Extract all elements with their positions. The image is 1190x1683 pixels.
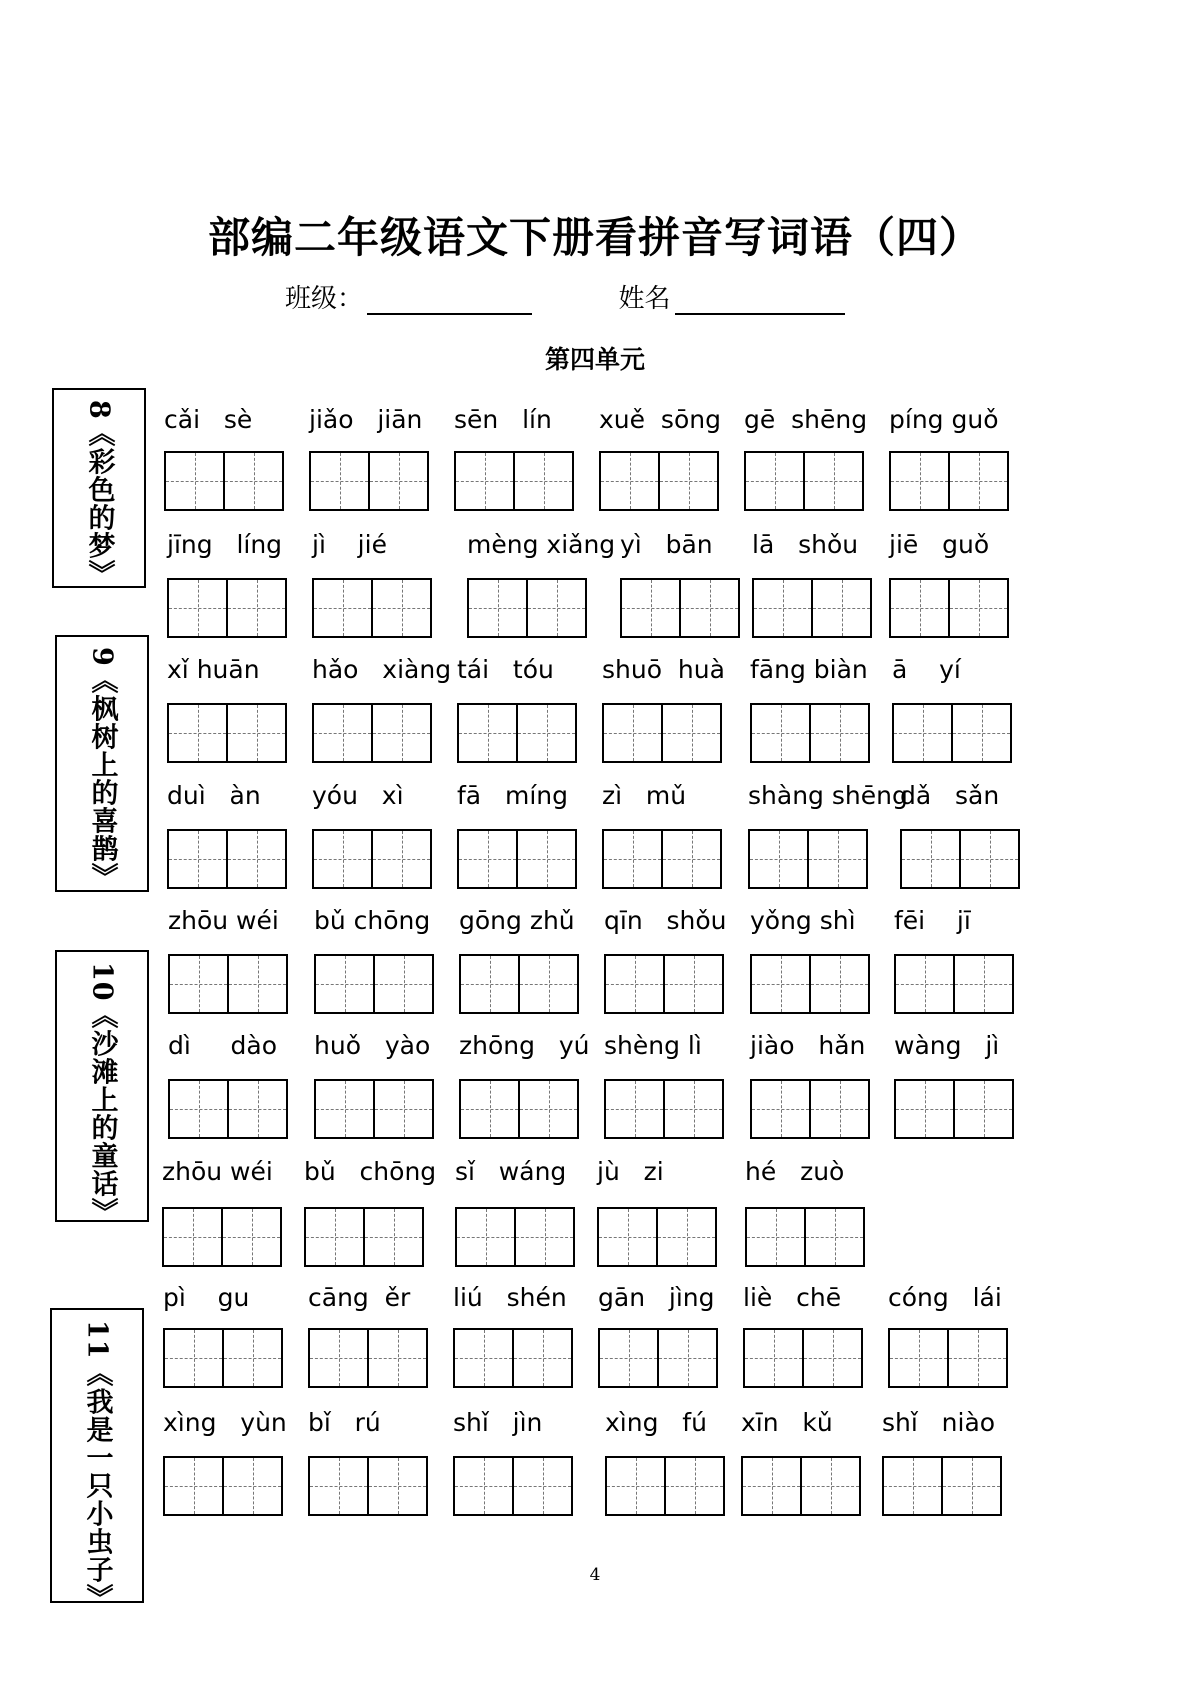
- lesson-title: 8《彩色的梦》: [83, 400, 115, 588]
- pinyin-label: yì bān: [620, 530, 713, 559]
- writing-box[interactable]: [744, 451, 864, 511]
- tianzige-cell[interactable]: [312, 703, 373, 763]
- tianzige-cell[interactable]: [467, 578, 528, 638]
- writing-box[interactable]: [888, 1328, 1008, 1388]
- tianzige-cell[interactable]: [597, 1207, 658, 1267]
- pinyin-label: cāng ěr: [308, 1283, 411, 1312]
- tianzige-cell[interactable]: [375, 1079, 434, 1139]
- tianzige-cell[interactable]: [889, 578, 950, 638]
- writing-box[interactable]: [168, 954, 288, 1014]
- tianzige-cell[interactable]: [514, 1328, 573, 1388]
- writing-box[interactable]: [304, 1207, 424, 1267]
- writing-box[interactable]: [889, 578, 1009, 638]
- tianzige-cell[interactable]: [602, 703, 663, 763]
- tianzige-cell[interactable]: [167, 703, 228, 763]
- student-info-line: [285, 278, 845, 315]
- writing-box[interactable]: [164, 451, 284, 511]
- writing-box[interactable]: [167, 578, 287, 638]
- pinyin-label: lā shǒu: [752, 530, 859, 559]
- tianzige-cell[interactable]: [312, 829, 373, 889]
- pinyin-label: gē shēng: [744, 405, 868, 434]
- tianzige-cell[interactable]: [894, 954, 955, 1014]
- tianzige-cell[interactable]: [373, 703, 432, 763]
- tianzige-cell[interactable]: [663, 703, 722, 763]
- unit-heading: 第四单元: [544, 345, 645, 374]
- writing-box[interactable]: [598, 1328, 718, 1388]
- tianzige-cell[interactable]: [225, 451, 284, 511]
- pinyin-label: xǐ huān: [167, 655, 260, 684]
- writing-box[interactable]: [882, 1456, 1002, 1516]
- writing-box[interactable]: [163, 1328, 283, 1388]
- pinyin-label: qīn shǒu: [604, 906, 727, 935]
- writing-box[interactable]: [308, 1328, 428, 1388]
- pinyin-label: shèng lì: [604, 1031, 702, 1060]
- pinyin-label: duì àn: [167, 781, 261, 810]
- writing-box[interactable]: [457, 703, 577, 763]
- tianzige-cell[interactable]: [373, 578, 432, 638]
- tianzige-cell[interactable]: [454, 451, 515, 511]
- tianzige-cell[interactable]: [744, 451, 805, 511]
- name-label: 姓名: [618, 284, 671, 314]
- pinyin-label: liè chē: [743, 1283, 842, 1312]
- tianzige-cell[interactable]: [602, 829, 663, 889]
- tianzige-cell[interactable]: [663, 829, 722, 889]
- tianzige-cell[interactable]: [811, 954, 870, 1014]
- tianzige-cell[interactable]: [599, 451, 660, 511]
- tianzige-cell[interactable]: [750, 954, 811, 1014]
- tianzige-cell[interactable]: [750, 703, 811, 763]
- writing-box[interactable]: [455, 1207, 575, 1267]
- writing-box[interactable]: [312, 578, 432, 638]
- lesson-label-9: [55, 635, 149, 892]
- tianzige-cell[interactable]: [955, 954, 1014, 1014]
- pinyin-label: ā yí: [892, 655, 961, 684]
- pinyin-label: gōng zhǔ: [459, 906, 575, 935]
- tianzige-cell[interactable]: [168, 954, 229, 1014]
- tianzige-cell[interactable]: [658, 1207, 717, 1267]
- writing-box[interactable]: [167, 703, 287, 763]
- writing-box[interactable]: [163, 1456, 283, 1516]
- pinyin-label: huǒ yào: [314, 1031, 431, 1060]
- tianzige-cell[interactable]: [304, 1207, 365, 1267]
- pinyin-label: dǎ sǎn: [900, 781, 1000, 810]
- pinyin-label: sēn lín: [454, 405, 552, 434]
- tianzige-cell[interactable]: [961, 829, 1020, 889]
- page-number: 4: [589, 1565, 601, 1585]
- pinyin-label: jiào hǎn: [750, 1031, 866, 1060]
- pinyin-label: jì jié: [312, 530, 387, 559]
- class-label: 班级：: [285, 284, 364, 314]
- name-blank[interactable]: [675, 287, 845, 315]
- writing-box[interactable]: [453, 1456, 573, 1516]
- pinyin-label: pì gu: [163, 1283, 250, 1312]
- writing-box[interactable]: [308, 1456, 428, 1516]
- pinyin-label: shuō huà: [602, 655, 725, 684]
- pinyin-label: shǐ jìn: [453, 1408, 543, 1437]
- lesson-label-10: [55, 950, 149, 1226]
- writing-box[interactable]: [602, 703, 722, 763]
- pinyin-label: bǔ chōng: [314, 906, 431, 935]
- tianzige-cell[interactable]: [308, 1456, 369, 1516]
- lesson-label-11: [50, 1308, 144, 1612]
- tianzige-cell[interactable]: [528, 578, 587, 638]
- tianzige-cell[interactable]: [224, 1328, 283, 1388]
- tianzige-cell[interactable]: [604, 954, 665, 1014]
- tianzige-cell[interactable]: [745, 1207, 806, 1267]
- writing-box[interactable]: [748, 829, 868, 889]
- tianzige-cell[interactable]: [518, 829, 577, 889]
- writing-box[interactable]: [894, 1079, 1014, 1139]
- pinyin-label: mèng xiǎng: [467, 530, 616, 559]
- tianzige-cell[interactable]: [228, 578, 287, 638]
- tianzige-cell[interactable]: [604, 1079, 665, 1139]
- writing-box[interactable]: [750, 954, 870, 1014]
- tianzige-cell[interactable]: [375, 954, 434, 1014]
- writing-box[interactable]: [604, 1079, 724, 1139]
- tianzige-cell[interactable]: [370, 451, 429, 511]
- tianzige-cell[interactable]: [660, 451, 719, 511]
- pinyin-label: yóu xì: [312, 781, 404, 810]
- tianzige-cell[interactable]: [811, 1079, 870, 1139]
- writing-box[interactable]: [605, 1456, 725, 1516]
- pinyin-label: jù zi: [597, 1157, 664, 1186]
- pinyin-label: zhōng yú: [459, 1031, 590, 1060]
- tianzige-cell[interactable]: [950, 578, 1009, 638]
- tianzige-cell[interactable]: [224, 1456, 283, 1516]
- tianzige-cell[interactable]: [943, 1456, 1002, 1516]
- pinyin-label: jiǎo jiān: [309, 405, 423, 434]
- pinyin-label: hé zuò: [745, 1157, 845, 1186]
- tianzige-cell[interactable]: [516, 1207, 575, 1267]
- lesson-title: 10《沙滩上的童话》: [86, 962, 118, 1226]
- tianzige-cell[interactable]: [750, 1079, 811, 1139]
- writing-box[interactable]: [309, 451, 429, 511]
- tianzige-cell[interactable]: [309, 451, 370, 511]
- writing-box[interactable]: [162, 1207, 282, 1267]
- tianzige-cell[interactable]: [665, 954, 724, 1014]
- pinyin-label: bǐ rú: [308, 1408, 381, 1437]
- tianzige-cell[interactable]: [457, 703, 518, 763]
- writing-box[interactable]: [597, 1207, 717, 1267]
- tianzige-cell[interactable]: [314, 1079, 375, 1139]
- tianzige-cell[interactable]: [312, 578, 373, 638]
- writing-box[interactable]: [604, 954, 724, 1014]
- pinyin-label: shǐ niào: [882, 1408, 996, 1437]
- writing-box[interactable]: [752, 578, 872, 638]
- tianzige-cell[interactable]: [228, 829, 287, 889]
- tianzige-cell[interactable]: [888, 1328, 949, 1388]
- pinyin-label: cǎi sè: [164, 405, 253, 434]
- tianzige-cell[interactable]: [520, 954, 579, 1014]
- tianzige-cell[interactable]: [620, 578, 681, 638]
- pinyin-label: xuě sōng: [599, 405, 721, 434]
- tianzige-cell[interactable]: [802, 1456, 861, 1516]
- tianzige-cell[interactable]: [892, 703, 953, 763]
- writing-box[interactable]: [620, 578, 740, 638]
- tianzige-cell[interactable]: [229, 954, 288, 1014]
- tianzige-cell[interactable]: [167, 829, 228, 889]
- pinyin-label: yǒng shì: [750, 906, 856, 935]
- tianzige-cell[interactable]: [459, 1079, 520, 1139]
- writing-box[interactable]: [168, 1079, 288, 1139]
- tianzige-cell[interactable]: [900, 829, 961, 889]
- tianzige-cell[interactable]: [515, 451, 574, 511]
- writing-box[interactable]: [314, 954, 434, 1014]
- pinyin-label: wàng jì: [894, 1031, 1000, 1060]
- writing-box[interactable]: [314, 1079, 434, 1139]
- tianzige-cell[interactable]: [813, 578, 872, 638]
- writing-box[interactable]: [467, 578, 587, 638]
- writing-box[interactable]: [741, 1456, 861, 1516]
- tianzige-cell[interactable]: [514, 1456, 573, 1516]
- pinyin-label: fā míng: [457, 781, 568, 810]
- tianzige-cell[interactable]: [741, 1456, 802, 1516]
- writing-box[interactable]: [453, 1328, 573, 1388]
- tianzige-cell[interactable]: [950, 451, 1009, 511]
- tianzige-cell[interactable]: [369, 1456, 428, 1516]
- pinyin-label: xìng yùn: [163, 1408, 287, 1437]
- tianzige-cell[interactable]: [811, 703, 870, 763]
- tianzige-cell[interactable]: [229, 1079, 288, 1139]
- tianzige-cell[interactable]: [457, 829, 518, 889]
- writing-box[interactable]: [599, 451, 719, 511]
- tianzige-cell[interactable]: [955, 1079, 1014, 1139]
- tianzige-cell[interactable]: [459, 954, 520, 1014]
- writing-box[interactable]: [745, 1207, 865, 1267]
- tianzige-cell[interactable]: [752, 578, 813, 638]
- tianzige-cell[interactable]: [164, 451, 225, 511]
- pinyin-label: zhōu wéi: [168, 906, 279, 935]
- writing-box[interactable]: [454, 451, 574, 511]
- pinyin-label: zì mǔ: [602, 781, 687, 810]
- pinyin-label: hǎo xiàng: [312, 655, 452, 684]
- tianzige-cell[interactable]: [748, 829, 809, 889]
- tianzige-cell[interactable]: [598, 1328, 659, 1388]
- tianzige-cell[interactable]: [804, 1328, 863, 1388]
- pinyin-label: xìng fú: [605, 1408, 707, 1437]
- tianzige-cell[interactable]: [743, 1328, 804, 1388]
- pinyin-label: zhōu wéi: [162, 1157, 273, 1186]
- lesson-title: 9《枫树上的喜鹊》: [86, 647, 118, 891]
- pinyin-label: cóng lái: [888, 1283, 1002, 1312]
- tianzige-cell[interactable]: [163, 1328, 224, 1388]
- tianzige-cell[interactable]: [365, 1207, 424, 1267]
- tianzige-cell[interactable]: [455, 1207, 516, 1267]
- tianzige-cell[interactable]: [373, 829, 432, 889]
- pinyin-label: sǐ wáng: [455, 1157, 567, 1186]
- writing-box[interactable]: [602, 829, 722, 889]
- pinyin-label: fēi jī: [894, 906, 971, 935]
- writing-box[interactable]: [750, 1079, 870, 1139]
- tianzige-cell[interactable]: [665, 1079, 724, 1139]
- writing-box[interactable]: [894, 954, 1014, 1014]
- writing-box[interactable]: [312, 829, 432, 889]
- pinyin-label: fāng biàn: [750, 655, 868, 684]
- pinyin-label: liú shén: [453, 1283, 567, 1312]
- writing-box[interactable]: [750, 703, 870, 763]
- tianzige-cell[interactable]: [520, 1079, 579, 1139]
- writing-box[interactable]: [167, 829, 287, 889]
- tianzige-cell[interactable]: [806, 1207, 865, 1267]
- pinyin-label: píng guǒ: [889, 405, 999, 434]
- writing-box[interactable]: [743, 1328, 863, 1388]
- tianzige-cell[interactable]: [223, 1207, 282, 1267]
- tianzige-cell[interactable]: [681, 578, 740, 638]
- pinyin-label: jīng líng: [167, 530, 283, 559]
- class-blank[interactable]: [367, 287, 532, 315]
- tianzige-cell[interactable]: [953, 703, 1012, 763]
- pinyin-label: xīn kǔ: [741, 1408, 833, 1437]
- tianzige-cell[interactable]: [369, 1328, 428, 1388]
- tianzige-cell[interactable]: [949, 1328, 1008, 1388]
- page-title: 部编二年级语文下册看拼音写词语（四）: [207, 213, 982, 262]
- tianzige-cell[interactable]: [308, 1328, 369, 1388]
- lesson-label-8: [52, 388, 146, 588]
- tianzige-cell[interactable]: [518, 703, 577, 763]
- lesson-title: 11《我是一只小虫子》: [81, 1320, 113, 1612]
- tianzige-cell[interactable]: [162, 1207, 223, 1267]
- writing-box[interactable]: [312, 703, 432, 763]
- pinyin-label: tái tóu: [457, 655, 554, 684]
- tianzige-cell[interactable]: [453, 1328, 514, 1388]
- tianzige-cell[interactable]: [882, 1456, 943, 1516]
- tianzige-cell[interactable]: [228, 703, 287, 763]
- writing-box[interactable]: [459, 1079, 579, 1139]
- tianzige-cell[interactable]: [168, 1079, 229, 1139]
- tianzige-cell[interactable]: [809, 829, 868, 889]
- writing-box[interactable]: [457, 829, 577, 889]
- writing-box[interactable]: [459, 954, 579, 1014]
- tianzige-cell[interactable]: [605, 1456, 666, 1516]
- pinyin-label: dì dào: [168, 1031, 278, 1060]
- pinyin-label: jiē guǒ: [889, 530, 990, 559]
- writing-box[interactable]: [892, 703, 1012, 763]
- tianzige-cell[interactable]: [453, 1456, 514, 1516]
- tianzige-cell[interactable]: [659, 1328, 718, 1388]
- writing-box[interactable]: [889, 451, 1009, 511]
- tianzige-cell[interactable]: [889, 451, 950, 511]
- pinyin-label: gān jìng: [598, 1283, 715, 1312]
- writing-box[interactable]: [900, 829, 1020, 889]
- tianzige-cell[interactable]: [167, 578, 228, 638]
- tianzige-cell[interactable]: [805, 451, 864, 511]
- pinyin-label: bǔ chōng: [304, 1157, 437, 1186]
- tianzige-cell[interactable]: [314, 954, 375, 1014]
- tianzige-cell[interactable]: [894, 1079, 955, 1139]
- tianzige-cell[interactable]: [163, 1456, 224, 1516]
- pinyin-label: shàng shēng: [748, 781, 908, 810]
- tianzige-cell[interactable]: [666, 1456, 725, 1516]
